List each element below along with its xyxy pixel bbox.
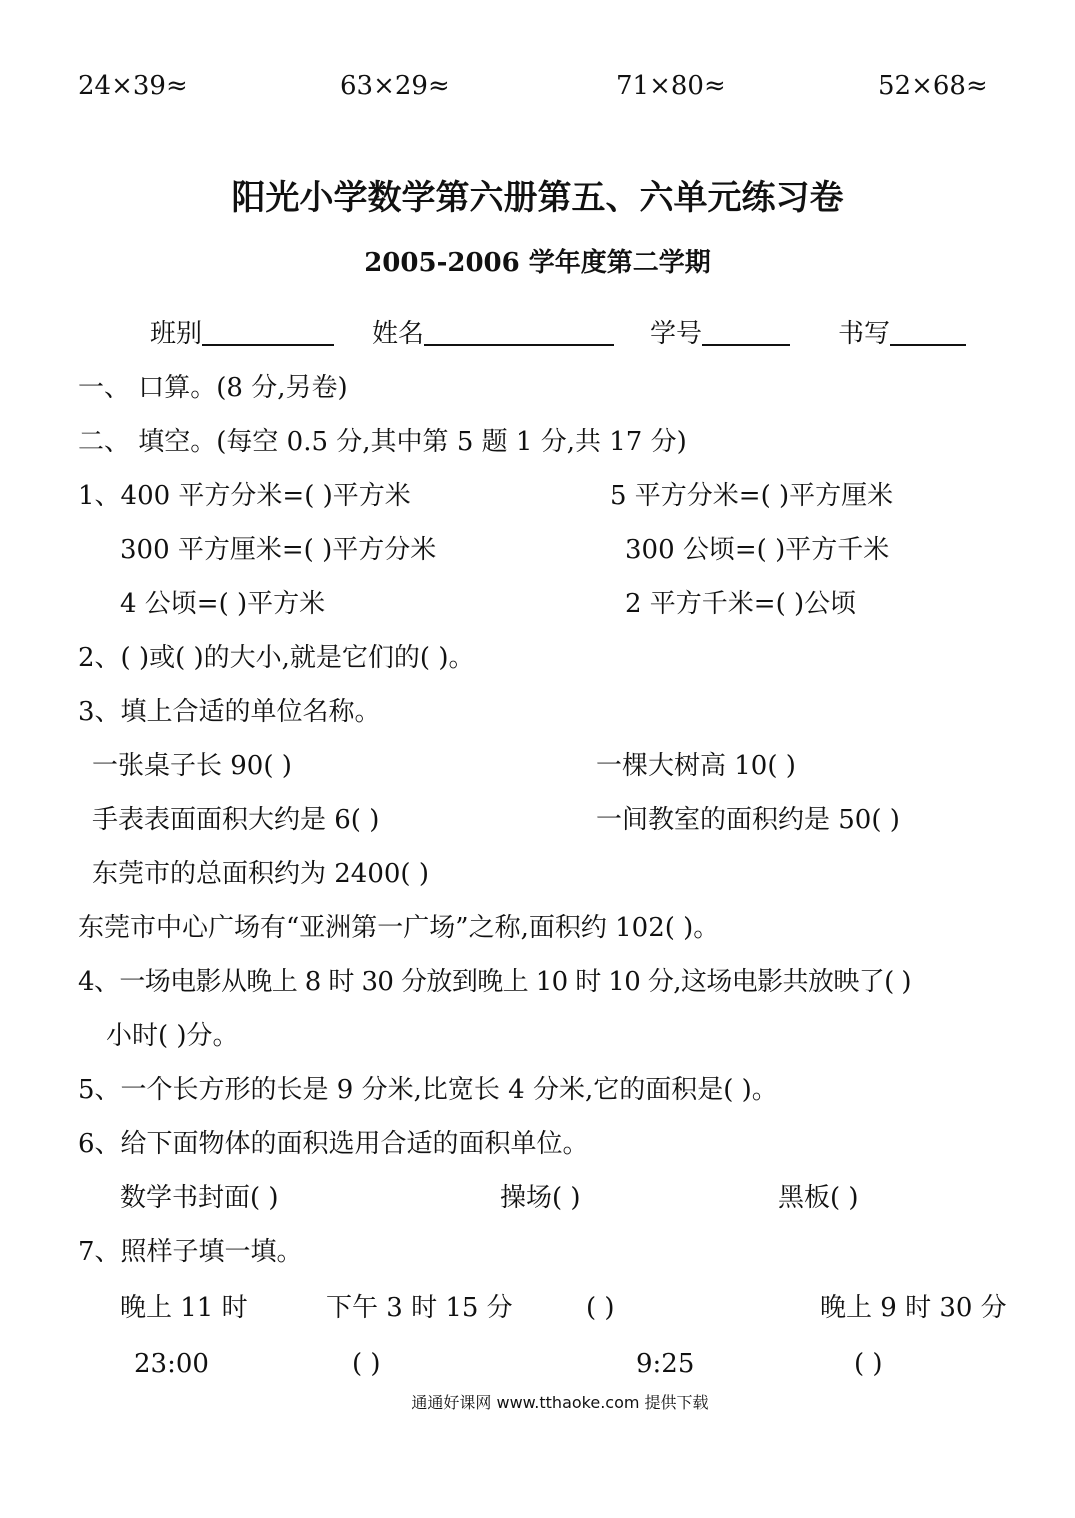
q7-row1-col2: 下午 3 时 15 分 <box>326 1293 513 1323</box>
q6-stem: 6、给下面物体的面积选用合适的面积单位。 <box>78 1129 589 1159</box>
q6-item-a: 数学书封面( ) <box>120 1183 279 1213</box>
q3-item-c: 手表表面面积大约是 6( ) <box>92 805 380 835</box>
q6-item-b: 操场( ) <box>500 1183 581 1213</box>
q3-item-d: 一间教室的面积约是 50( ) <box>596 805 900 835</box>
class-label: 班别 <box>150 319 203 349</box>
estimate-2: 63×29≈ <box>340 71 450 101</box>
name-blank[interactable] <box>424 316 614 346</box>
q7-row1-col3: ( ) <box>586 1293 615 1323</box>
q3-item-f: 东莞市中心广场有“亚洲第一广场”之称,面积约 102( )。 <box>78 913 720 943</box>
q4-line-2: 小时( )分。 <box>106 1021 239 1051</box>
section-2-heading: 二、 填空。(每空 0.5 分,其中第 5 题 1 分,共 17 分) <box>78 427 687 457</box>
q5-text: 5、一个长方形的长是 9 分米,比宽长 4 分米,它的面积是( )。 <box>78 1075 778 1105</box>
estimate-3: 71×80≈ <box>616 71 726 101</box>
q1-item-c: 300 平方厘米=( )平方分米 <box>120 535 437 565</box>
q3-item-b: 一棵大树高 10( ) <box>596 751 796 781</box>
q3-item-a: 一张桌子长 90( ) <box>92 751 292 781</box>
q6-item-c: 黑板( ) <box>778 1183 859 1213</box>
q3-stem: 3、填上合适的单位名称。 <box>78 697 381 727</box>
writing-label: 书写 <box>838 319 891 349</box>
q1-item-e: 4 公顷=( )平方米 <box>120 589 326 619</box>
estimate-4: 52×68≈ <box>878 71 988 101</box>
estimate-1: 24×39≈ <box>78 71 188 101</box>
name-label: 姓名 <box>372 319 425 349</box>
q7-row2-col4: ( ) <box>854 1349 883 1379</box>
writing-blank[interactable] <box>890 316 966 346</box>
q2-text: 2、( )或( )的大小,就是它们的( )。 <box>78 643 475 673</box>
q4-line-1: 4、一场电影从晚上 8 时 30 分放到晚上 10 时 10 分,这场电影共放映了( ) <box>78 967 911 997</box>
q7-row2-col3: 9:25 <box>636 1349 695 1379</box>
q7-row2-col2: ( ) <box>352 1349 381 1379</box>
q1-item-f: 2 平方千米=( )公顷 <box>625 589 857 619</box>
q7-stem: 7、照样子填一填。 <box>78 1237 303 1267</box>
class-field <box>150 316 334 350</box>
section-1-heading: 一、 口算。(8 分,另卷) <box>78 373 348 403</box>
student-number-label: 学号 <box>650 319 703 349</box>
name-field <box>372 316 614 350</box>
footer-source: 通通好课网 www.tthaoke.com 提供下载 <box>411 1393 709 1412</box>
q7-row2-col1: 23:00 <box>134 1349 209 1379</box>
student-number-field <box>650 316 790 350</box>
q1-item-d: 300 公顷=( )平方千米 <box>625 535 890 565</box>
class-blank[interactable] <box>202 316 334 346</box>
q1-item-a: 1、400 平方分米=( )平方米 <box>78 481 411 511</box>
q7-row1-col4: 晚上 9 时 30 分 <box>820 1293 1007 1323</box>
page-title: 阳光小学数学第六册第五、六单元练习卷 <box>231 178 844 218</box>
student-number-blank[interactable] <box>702 316 790 346</box>
q3-item-e: 东莞市的总面积约为 2400( ) <box>92 859 429 889</box>
writing-field <box>838 316 966 350</box>
q1-item-b: 5 平方分米=( )平方厘米 <box>610 481 894 511</box>
page-subtitle: 2005-2006 学年度第二学期 <box>364 248 711 278</box>
q7-row1-col1: 晚上 11 时 <box>120 1293 248 1323</box>
